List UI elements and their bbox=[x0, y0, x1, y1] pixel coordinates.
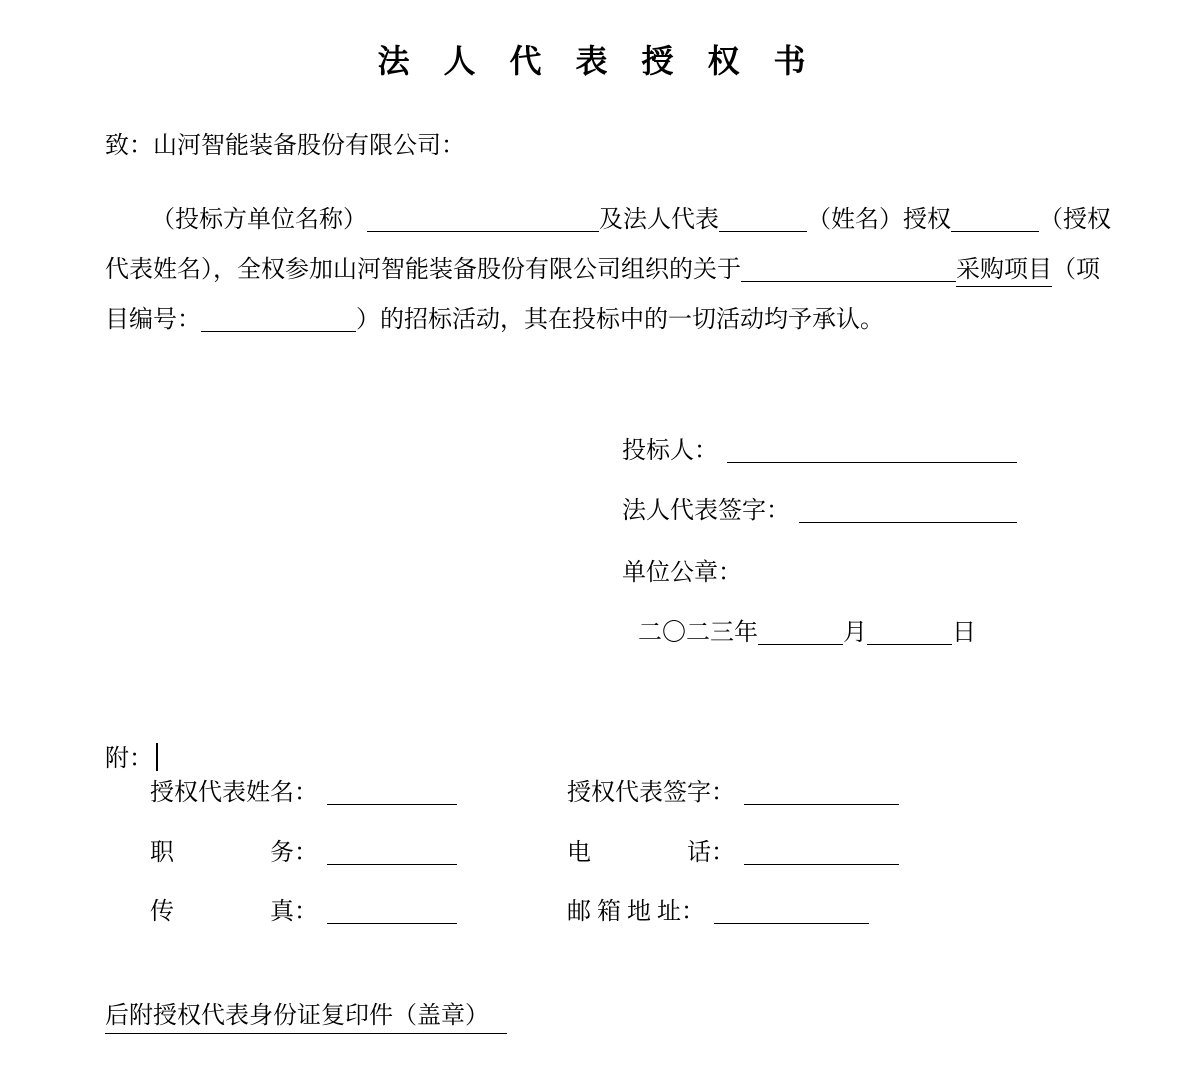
label-procurement-project: 采购项目 bbox=[956, 257, 1052, 287]
label-tender-unit-name: （投标方单位名称） bbox=[151, 207, 367, 233]
telephone-label: 电 话： bbox=[567, 840, 735, 866]
blank-month[interactable] bbox=[758, 620, 843, 645]
date-day-label: 日 bbox=[952, 620, 976, 646]
salutation-line: 致：山河智能装备股份有限公司： bbox=[105, 133, 465, 159]
blank-legal-rep-name[interactable] bbox=[719, 207, 807, 232]
company-seal-line bbox=[622, 556, 742, 590]
bidder-line bbox=[622, 434, 1017, 468]
label-authorized-open: （授权 bbox=[1039, 207, 1111, 233]
fax-label: 传 真： bbox=[150, 899, 318, 925]
label-project-number: 目编号： bbox=[105, 307, 201, 333]
company-seal-label: 单位公章： bbox=[622, 560, 742, 586]
legal-rep-signature-line bbox=[622, 494, 1017, 528]
label-bidding-activity: ）的招标活动，其在投标中的一切活动均予承认。 bbox=[356, 307, 884, 333]
blank-bidder[interactable] bbox=[727, 438, 1017, 463]
email-address-label: 邮 箱 地 址： bbox=[567, 899, 705, 925]
position-line bbox=[150, 836, 457, 870]
blank-fax[interactable] bbox=[327, 899, 457, 924]
position-label: 职 务： bbox=[150, 840, 318, 866]
blank-position[interactable] bbox=[327, 840, 457, 865]
authorized-rep-sign-label: 授权代表签字： bbox=[567, 780, 735, 806]
body-paragraph-line-1 bbox=[151, 203, 1111, 237]
blank-telephone[interactable] bbox=[744, 840, 899, 865]
blank-project-name[interactable] bbox=[741, 257, 956, 282]
blank-day[interactable] bbox=[867, 620, 952, 645]
attachment-heading-label: 附： bbox=[105, 746, 153, 772]
footer-note-label: 后附授权代表身份证复印件（盖章） bbox=[105, 1003, 507, 1034]
authorized-rep-name-label: 授权代表姓名： bbox=[150, 780, 318, 806]
date-month-label: 月 bbox=[843, 620, 867, 646]
page-title: 法 人 代 表 授 权 书 bbox=[377, 43, 808, 79]
date-line bbox=[638, 616, 976, 650]
bidder-label: 投标人： bbox=[622, 438, 718, 464]
blank-authorized-rep-signature[interactable] bbox=[744, 780, 899, 805]
label-full-authorization: 代表姓名），全权参加山河智能装备股份有限公司组织的关于 bbox=[105, 257, 741, 283]
footer-note-line bbox=[105, 999, 507, 1033]
fax-line bbox=[150, 895, 457, 929]
blank-legal-rep-signature[interactable] bbox=[799, 498, 1017, 523]
blank-authorized-rep-name[interactable] bbox=[951, 207, 1039, 232]
authorized-rep-name-line bbox=[150, 776, 457, 810]
blank-project-number[interactable] bbox=[201, 307, 356, 332]
label-project-open-paren: （项 bbox=[1052, 257, 1100, 283]
legal-rep-sign-label: 法人代表签字： bbox=[622, 498, 790, 524]
blank-authorized-rep-name-field[interactable] bbox=[327, 780, 457, 805]
body-paragraph-line-2 bbox=[105, 253, 1100, 287]
telephone-line bbox=[567, 836, 899, 870]
authorized-rep-sign-line bbox=[567, 776, 899, 810]
date-year-label: 二〇二三年 bbox=[638, 620, 758, 646]
label-and-legal-rep: 及法人代表 bbox=[599, 207, 719, 233]
label-name-authorize: （姓名）授权 bbox=[807, 207, 951, 233]
body-paragraph-line-3 bbox=[105, 303, 884, 337]
attachment-heading bbox=[105, 742, 158, 776]
email-address-line bbox=[567, 895, 869, 929]
blank-tender-unit-name[interactable] bbox=[367, 207, 599, 232]
blank-email-address[interactable] bbox=[714, 899, 869, 924]
text-cursor bbox=[156, 743, 158, 771]
